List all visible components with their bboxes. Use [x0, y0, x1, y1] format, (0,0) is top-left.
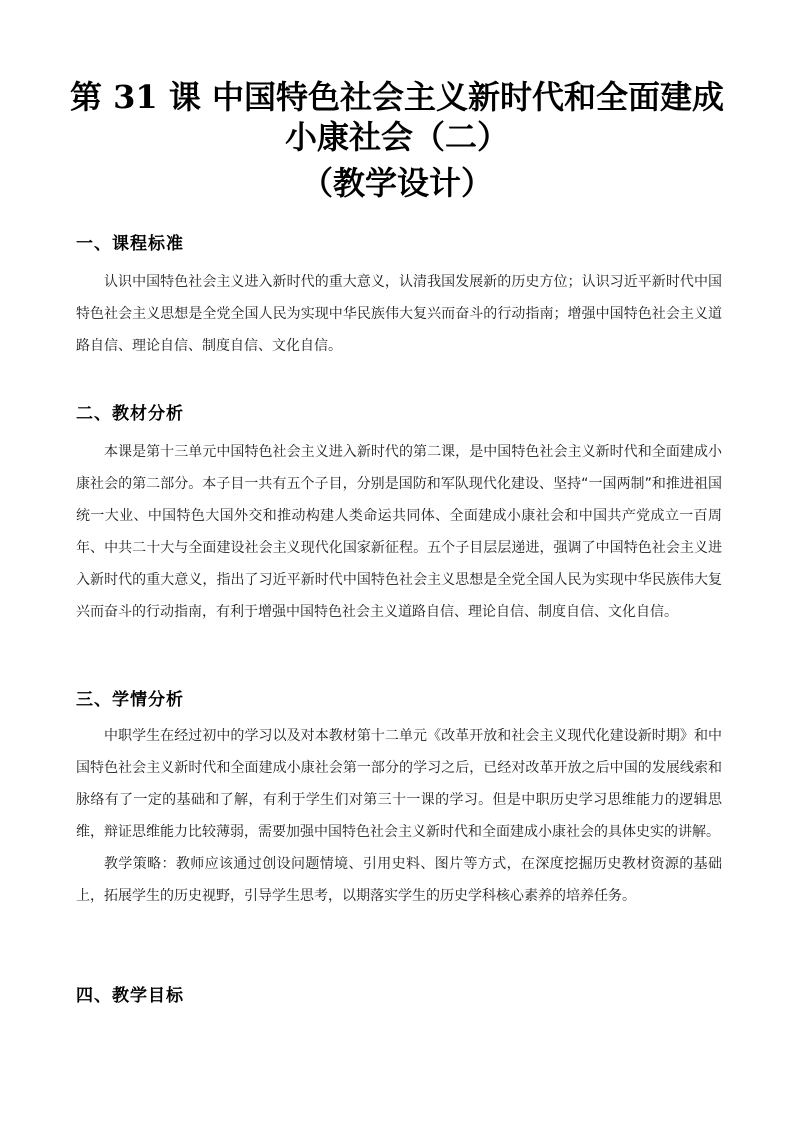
document-title-line-1: 第 31 课 中国特色社会主义新时代和全面建成: [70, 78, 724, 116]
document-title-line-2: 小康社会（二）: [284, 118, 509, 156]
teaching-strategy-paragraph: 教学策略：教师应该通过创设问题情境、引用史料、图片等方式，在深度挖掘历史教材资源的基础上，拓展学生的历史视野，引导学生思考，以期落实学生的历史学科核心素养的培养任务。: [76, 856, 722, 904]
section-heading-curriculum-standards: 一、课程标准: [76, 234, 184, 254]
section-heading-student-analysis: 三、学情分析: [76, 690, 184, 710]
student-analysis-paragraph: 中职学生在经过初中的学习以及对本教材第十二单元《改革开放和社会主义现代化建设新时期》和中国特色社会主义新时代和全面建成小康社会第一部分的学习之后，已经对改革开放之后中国的发展线索和脉络有了一定的基础和了解，有利于学生们对第三十一课的学习。但是中职历史学习思维能力的逻辑思维，辩证思维能力比较薄弱，需要加强中国特色社会主义新时代和全面建成小康社会的具体史实的讲解。: [76, 728, 722, 840]
textbook-analysis-paragraph: 本课是第十三单元中国特色社会主义进入新时代的第二课，是中国特色社会主义新时代和全面建成小康社会的第二部分。本子目一共有五个子目，分别是国防和军队现代化建设、坚持“一国两制”和推进祖国统一大业、中国特色大国外交和推动构建人类命运共同体、全面建成小康社会和中国共产党成立一百周年、中共二十大与全面建设社会主义现代化国家新征程。五个子目层层递进，强调了中国特色社会主义进入新时代的重大意义，指出了习近平新时代中国特色社会主义思想是全党全国人民为实现中华民族伟大复兴而奋斗的行动指南，有利于增强中国特色社会主义道路自信、理论自信、制度自信、文化自信。: [76, 444, 722, 620]
document-subtitle: （教学设计）: [300, 164, 493, 202]
curriculum-standards-paragraph: 认识中国特色社会主义进入新时代的重大意义，认清我国发展新的历史方位；认识习近平新时代中国特色社会主义思想是全党全国人民为实现中华民族伟大复兴而奋斗的行动指南；增强中国特色社会主义道路自信、理论自信、制度自信、文化自信。: [76, 274, 722, 354]
section-heading-teaching-objectives: 四、教学目标: [76, 986, 184, 1006]
section-heading-textbook-analysis: 二、教材分析: [76, 404, 184, 424]
